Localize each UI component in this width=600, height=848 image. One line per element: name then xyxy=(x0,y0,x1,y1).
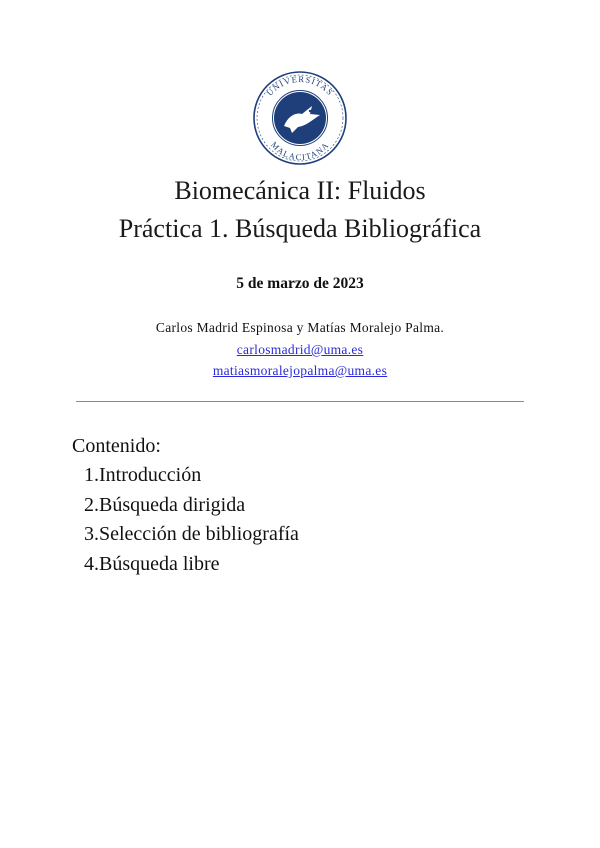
table-of-contents xyxy=(72,431,299,579)
email-link-2[interactable]: matiasmoralejopalma@uma.es xyxy=(212,363,388,378)
contents-list xyxy=(72,461,299,579)
seal-bottom-text: MALACITANA xyxy=(268,139,331,163)
horizontal-divider xyxy=(76,401,524,402)
contents-item: 1.Introducción xyxy=(84,464,202,486)
contents-item: 3.Selección de bibliografía xyxy=(84,523,299,545)
authors: Carlos Madrid Espinosa y Matías Moralejo Palma. xyxy=(155,320,445,335)
email-link-1[interactable]: carlosmadrid@uma.es xyxy=(236,342,364,357)
title-line-1: Biomecánica II: Fluidos xyxy=(174,176,426,205)
document-date: 5 de marzo de 2023 xyxy=(236,275,364,292)
title-line-2: Práctica 1. Búsqueda Bibliográfica xyxy=(118,214,482,243)
email-line-2 xyxy=(0,363,600,379)
contents-item: 4.Búsqueda libre xyxy=(84,552,220,575)
university-seal-icon xyxy=(250,70,350,166)
seal-top-text: UNIVERSITAS xyxy=(264,73,336,98)
contents-title: Contenido: xyxy=(72,435,161,457)
email-line-1 xyxy=(0,342,600,358)
contents-item: 2.Búsqueda dirigida xyxy=(84,493,246,516)
